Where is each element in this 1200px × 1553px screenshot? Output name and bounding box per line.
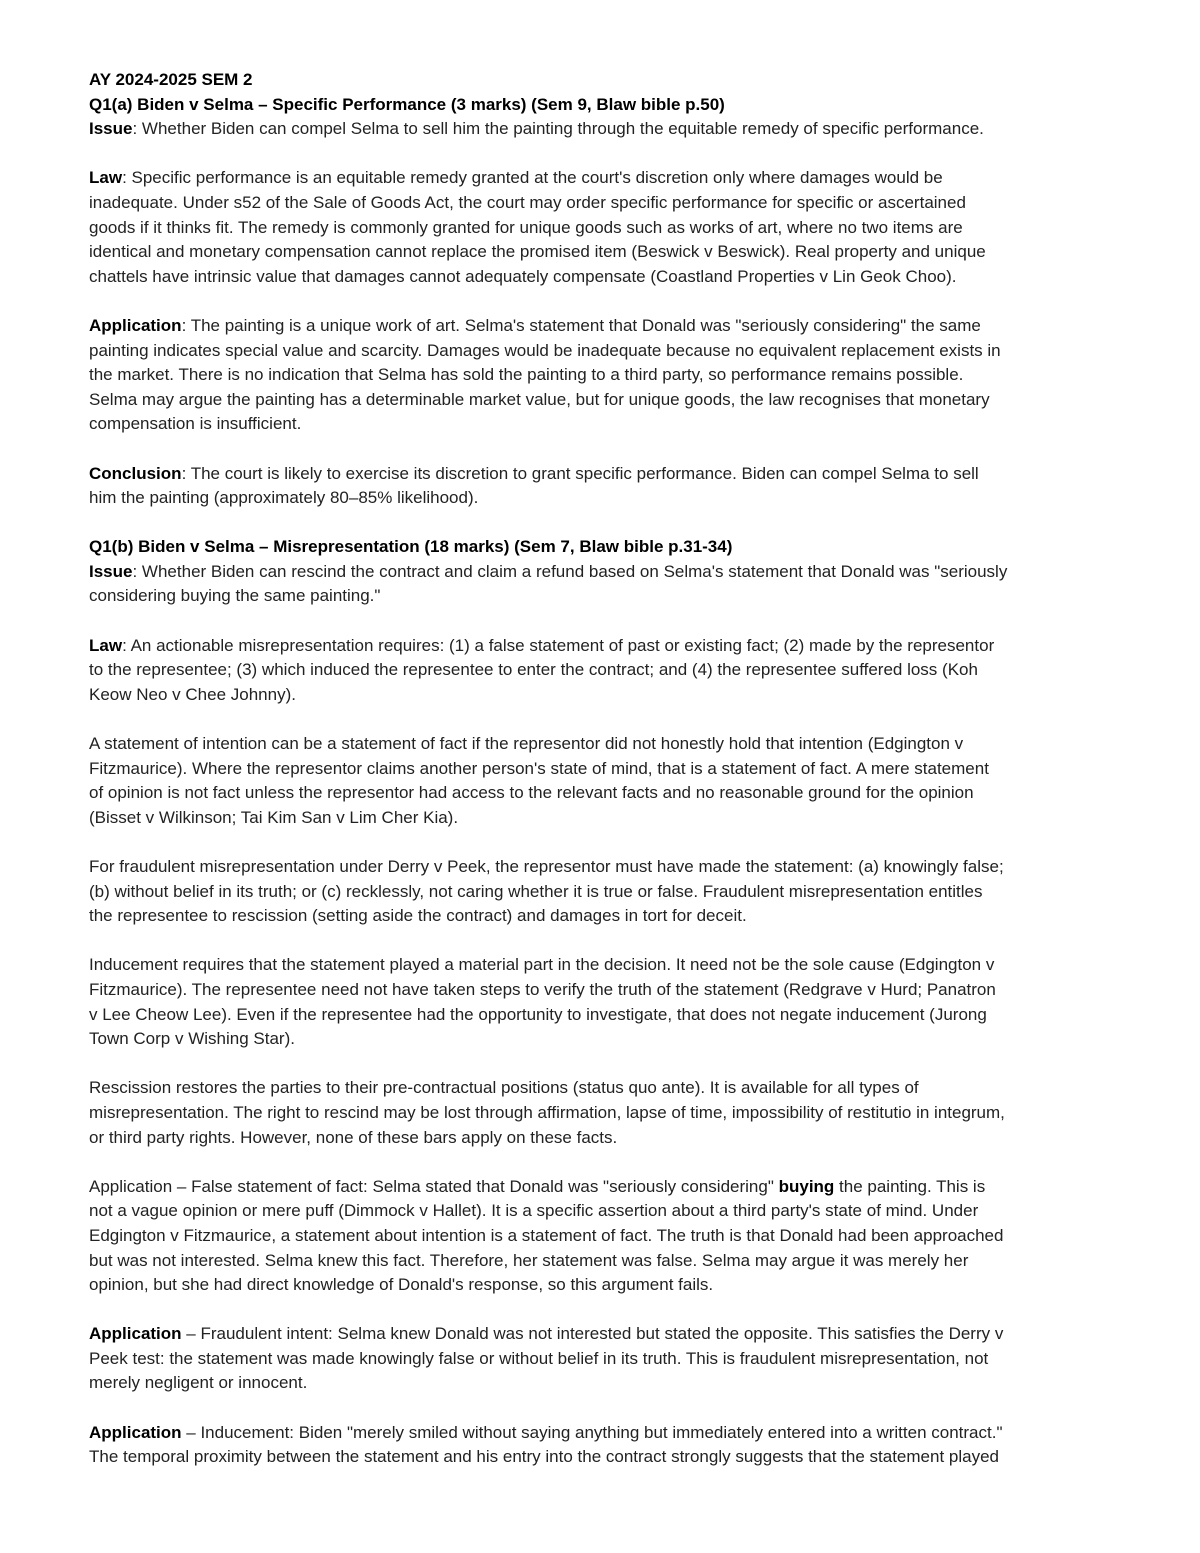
- app-inducement-line: The temporal proximity between the statement and his entry into the contract strongly suggests that the statement played: [89, 1447, 999, 1467]
- law-text: : An actionable misrepresentation requires: (1) a false statement of past or existing fact; (2) made by the representor: [122, 635, 995, 655]
- q1a-application-line: Selma may argue the painting has a determinable market value, but for unique goods, the law recognises that monetary: [89, 389, 990, 409]
- q1a-conclusion-line: [89, 462, 1101, 487]
- conclusion-label: Conclusion: [89, 463, 182, 483]
- q1b-law-line: to the representee; (3) which induced the representee to enter the contract; and (4) the representee suffered loss (Koh: [89, 660, 978, 680]
- q1a-conclusion-line: him the painting (approximately 80–85% likelihood).: [89, 488, 479, 508]
- inducement-para-line: Inducement requires that the statement played a material part in the decision. It need not be the sole cause (Edgington v: [89, 955, 995, 975]
- application-label: Application: [89, 315, 182, 335]
- app-inducement-text: – Inducement: Biden "merely smiled without saying anything but immediately entered into a written contract.": [181, 1422, 1003, 1442]
- q1a-law-line: goods if it thinks fit. The remedy is commonly granted for unique goods such as works of art, where no two items are: [89, 217, 963, 237]
- app-intent-line: Peek test: the statement was made knowingly false or without belief in its truth. This is fraudulent misrepresentation, not: [89, 1348, 989, 1368]
- emphasis-word: buying: [778, 1176, 835, 1196]
- q1a-application-line: compensation is insufficient.: [89, 414, 302, 434]
- q1b-law-line: [89, 634, 1101, 659]
- app-false-line: not a vague opinion or mere puff (Dimmock v Hallet). It is a specific assertion about a third party's state of mind. Under: [89, 1201, 979, 1221]
- issue-text: : Whether Biden can compel Selma to sell him the painting through the equitable remedy of specific performance.: [132, 119, 984, 139]
- fraud-para-line: the representee to rescission (setting aside the contract) and damages in tort for deceit.: [89, 906, 747, 926]
- spacer: [89, 929, 1101, 954]
- app-false-line: opinion, but she had direct knowledge of Donald's response, so this argument fails.: [89, 1275, 714, 1295]
- application-label: Application: [89, 1422, 182, 1442]
- spacer: [89, 609, 1101, 634]
- issue-text: : Whether Biden can rescind the contract and claim a refund based on Selma's statement that Donald was "seriously: [132, 561, 1008, 581]
- issue-label: Issue: [89, 561, 133, 581]
- app-intent-line: merely negligent or innocent.: [89, 1373, 308, 1393]
- conclusion-text: : The court is likely to exercise its discretion to grant specific performance. Biden can compel Selma to sell: [181, 463, 979, 483]
- q1a-issue-line: [89, 117, 1101, 142]
- spacer: [89, 1150, 1101, 1175]
- app-intent-line: [89, 1322, 1101, 1347]
- q1a-law-line: chattels have intrinsic value that damages cannot adequately compensate (Coastland Properties v Lin Geok Choo).: [89, 266, 957, 286]
- document-page: [89, 68, 1101, 1470]
- q1a-application-line: [89, 314, 1101, 339]
- app-false-line: Edgington v Fitzmaurice, a statement about intention is a statement of fact. The truth is that Donald had been approached: [89, 1225, 1004, 1245]
- spacer: [89, 437, 1101, 462]
- intention-para-line: (Bisset v Wilkinson; Tai Kim San v Lim Cher Kia).: [89, 807, 459, 827]
- q1b-issue-line: [89, 560, 1101, 585]
- q1a-law-line: inadequate. Under s52 of the Sale of Goods Act, the court may order specific performance for specific or ascertained: [89, 192, 966, 212]
- document-header: AY 2024-2025 SEM 2: [89, 70, 253, 89]
- app-false-text: the painting. This is: [834, 1176, 986, 1196]
- law-text: : Specific performance is an equitable remedy granted at the court's discretion only where damages would be: [122, 168, 943, 188]
- intention-para-line: Fitzmaurice). Where the representor claims another person's state of mind, that is a statement of fact. A mere statement: [89, 758, 989, 778]
- application-label: Application: [89, 1324, 182, 1344]
- app-false-line: [89, 1175, 1101, 1200]
- q1a-application-line: the market. There is no indication that Selma has sold the painting to a third party, so performance remains possible.: [89, 365, 964, 385]
- intention-para-line: A statement of intention can be a statement of fact if the representor did not honestly hold that intention (Edgington v: [89, 734, 964, 754]
- spacer: [89, 830, 1101, 855]
- app-false-text: Application – False statement of fact: Selma stated that Donald was "seriously considering": [89, 1176, 779, 1196]
- app-false-line: but was not interested. Selma knew this fact. Therefore, her statement was false. Selma may argue it was merely her: [89, 1250, 969, 1270]
- q1a-law-line: identical and monetary compensation cannot replace the promised item (Beswick v Beswick). Real property and unique: [89, 242, 986, 262]
- app-inducement-line: [89, 1421, 1101, 1446]
- q1b-law-line: Keow Neo v Chee Johnny).: [89, 684, 296, 704]
- app-intent-text: – Fraudulent intent: Selma knew Donald was not interested but stated the opposite. This satisfies the Derry v: [181, 1324, 1004, 1344]
- q1b-issue-line: considering buying the same painting.": [89, 586, 381, 606]
- inducement-para-line: Fitzmaurice). The representee need not have taken steps to verify the truth of the statement (Redgrave v Hurd; Panatron: [89, 979, 996, 999]
- rescission-para-line: misrepresentation. The right to rescind may be lost through affirmation, lapse of time, impossibility of restitutio in integrum,: [89, 1102, 1005, 1122]
- law-label: Law: [89, 635, 123, 655]
- spacer: [89, 289, 1101, 314]
- q1a-law-line: [89, 166, 1101, 191]
- q1a-heading: Q1(a) Biden v Selma – Specific Performance (3 marks) (Sem 9, Blaw bible p.50): [89, 94, 725, 114]
- issue-label: Issue: [89, 119, 133, 139]
- rescission-para-line: Rescission restores the parties to their pre-contractual positions (status quo ante). It is available for all types of: [89, 1078, 919, 1098]
- spacer: [89, 511, 1101, 536]
- fraud-para-line: For fraudulent misrepresentation under Derry v Peek, the representor must have made the statement: (a) knowingly false;: [89, 857, 1004, 876]
- spacer: [89, 1052, 1101, 1077]
- law-label: Law: [89, 168, 123, 188]
- spacer: [89, 142, 1101, 167]
- intention-para-line: of opinion is not fact unless the representor had access to the relevant facts and no reasonable ground for the opinion: [89, 783, 974, 803]
- inducement-para-line: v Lee Cheow Lee). Even if the representee had the opportunity to investigate, that does not negate inducement (Jurong: [89, 1004, 987, 1024]
- spacer: [89, 1298, 1101, 1323]
- rescission-para-line: or third party rights. However, none of these bars apply on these facts.: [89, 1127, 618, 1147]
- spacer: [89, 1396, 1101, 1421]
- fraud-para-line: (b) without belief in its truth; or (c) recklessly, not caring whether it is true or false. Fraudulent misrepresentation entitles: [89, 881, 983, 901]
- application-text: : The painting is a unique work of art. Selma's statement that Donald was "seriously considering" the same: [181, 315, 981, 335]
- spacer: [89, 707, 1101, 732]
- q1b-heading: Q1(b) Biden v Selma – Misrepresentation (18 marks) (Sem 7, Blaw bible p.31-34): [89, 537, 733, 557]
- q1a-application-line: painting indicates special value and scarcity. Damages would be inadequate because no equivalent replacement exists in: [89, 340, 1001, 360]
- inducement-para-line: Town Corp v Wishing Star).: [89, 1029, 295, 1049]
